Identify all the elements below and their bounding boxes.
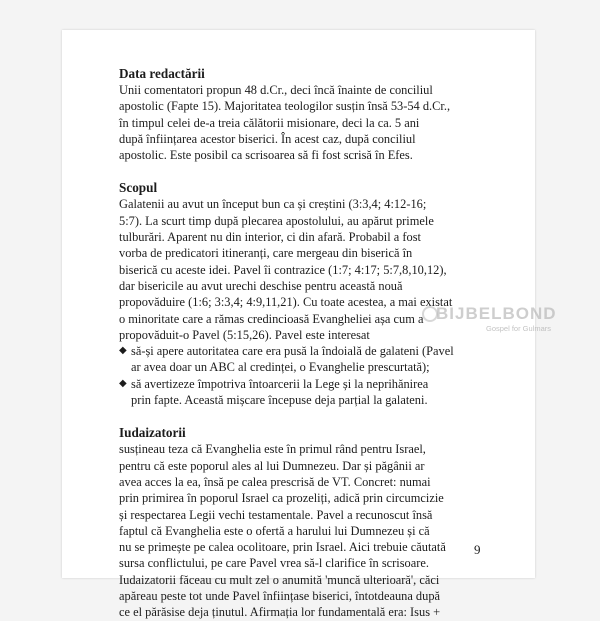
section-heading-scopul: Scopul bbox=[119, 180, 158, 196]
text-line: propovăduit-o Pavel (5:15,26). Pavel este interesat bbox=[119, 327, 370, 342]
text-line: prin fapte. Această mișcare începuse deja parțial la galateni. bbox=[131, 393, 428, 408]
text-line: apăreau peste tot unde Pavel înființase biserici, întotdeauna după bbox=[119, 589, 441, 604]
section-body-iudaizatorii bbox=[119, 441, 479, 620]
text-line: ar avea doar un ABC al credinței, o Evanghelie prescurtată); bbox=[131, 360, 430, 375]
text-line: nu se primește pe calea ocolitoare, prin Israel. Aici trebuie căutată bbox=[119, 540, 446, 555]
text-line: Galatenii au avut un început bun ca și creștini (3:3,4; 4:12-16; bbox=[119, 197, 427, 212]
bullet-list bbox=[119, 343, 479, 408]
text-line: apostolic. Este posibil ca scrisoarea să fi fost scrisă în Efes. bbox=[119, 148, 413, 163]
text-line: dar bisericile au avut urechi deschise pentru această nouă bbox=[119, 278, 403, 293]
watermark-brand: BIJBELBOND bbox=[436, 304, 557, 323]
page-content bbox=[119, 66, 479, 621]
page-number: 9 bbox=[474, 542, 481, 557]
text-line: apostolic (Fapte 15). Majoritatea teologilor susțin însă 53-54 d.Cr., bbox=[119, 99, 451, 114]
section-body-scopul bbox=[119, 196, 479, 343]
book-page bbox=[62, 30, 557, 620]
text-line: avea acces la ea, însă pe calea prescrisă de VT. Concret: numai bbox=[119, 474, 431, 489]
text-line: să-și apere autoritatea care era pusă la îndoială de galateni (Pavel bbox=[131, 344, 454, 359]
text-line: după înființarea acestor biserici. În acest caz, după conciliul bbox=[119, 131, 416, 146]
section-heading-data-redactarii: Data redactării bbox=[119, 66, 205, 81]
diamond-bullet-icon: ◆ bbox=[119, 377, 127, 389]
text-line: ce el părăsise deja ținutul. Afirmația lor fundamentală era: Isus + bbox=[119, 605, 441, 620]
section-body-data-redactarii bbox=[119, 82, 479, 163]
text-line: prin primirea în poporul Israel ca prozeliți, adică prin circumcizie bbox=[119, 491, 444, 506]
text-line: sursa conflictului, pe care Pavel vrea să-l clarifice în scrisoare. bbox=[119, 556, 429, 571]
text-line: 5:7). La scurt timp după plecarea apostolului, au apărut primele bbox=[119, 213, 434, 228]
bullet-item bbox=[119, 343, 479, 376]
section-gap bbox=[119, 408, 479, 425]
text-line: o minoritate care a rămas credincioasă Evangheliei așa cum a bbox=[119, 311, 424, 326]
text-line: în timpul celei de-a treia călătorii misionare, deci la ca. 5 ani bbox=[119, 115, 420, 130]
text-line: susțineau teza că Evanghelia este în primul rând pentru Israel, bbox=[119, 442, 426, 457]
text-line: faptul că Evanghelia este o ofertă a harului lui Dumnezeu și că bbox=[119, 523, 430, 538]
text-line: Unii comentatori propun 48 d.Cr., deci încă înainte de conciliul bbox=[119, 83, 433, 97]
text-line: vorba de predicatori itineranți, care mergeau din biserică în bbox=[119, 246, 413, 261]
section-heading-iudaizatorii: Iudaizatorii bbox=[119, 425, 186, 441]
diamond-bullet-icon: ◆ bbox=[119, 345, 127, 357]
text-line: propovăduire (1:6; 3:3,4; 4:9,11,21). Cu toate acestea, a mai existat bbox=[119, 295, 453, 310]
text-line: biserică cu aceste idei. Pavel îi contrazice (1:7; 4:17; 5:7,8,10,12), bbox=[119, 262, 447, 277]
text-line: și respectarea Legii vechi testamentale. Pavel a recunoscut însă bbox=[119, 507, 433, 522]
watermark-tagline: Gospel for Gulmars bbox=[486, 324, 552, 333]
text-line: Iudaizatorii făceau cu mult zel o anumită 'muncă ulterioară', căci bbox=[119, 572, 440, 587]
bullet-item bbox=[119, 376, 479, 409]
text-line: tulburări. Aparent nu din interior, ci din afară. Probabil a fost bbox=[119, 230, 421, 245]
text-line: să avertizeze împotriva întoarcerii la Lege și la neprihănirea bbox=[131, 376, 429, 391]
section-gap bbox=[119, 163, 479, 180]
text-line: pentru că este poporul ales al lui Dumnezeu. Dar și păgânii ar bbox=[119, 458, 425, 473]
